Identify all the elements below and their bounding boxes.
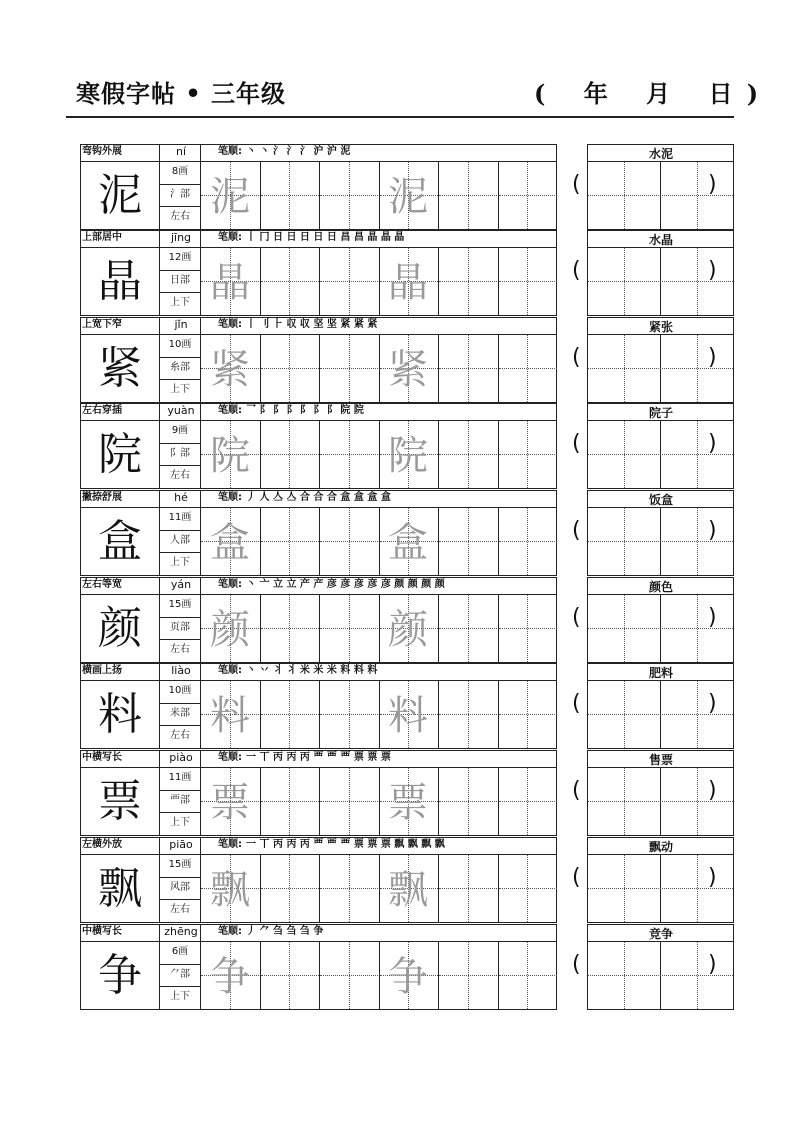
radical: 页部	[170, 622, 190, 633]
practice-cell-guide	[320, 454, 378, 455]
model-character: 泥	[98, 170, 142, 221]
meta-rule	[159, 552, 200, 553]
example-word: 颜色	[648, 580, 673, 594]
example-word: 院子	[648, 406, 673, 420]
year-label: 年	[583, 79, 608, 108]
stroke-count: 15画	[168, 859, 192, 870]
date-field	[534, 74, 758, 109]
trace-character: 颜	[210, 607, 250, 653]
practice-cell-guide	[439, 888, 497, 889]
meta-rule	[159, 986, 200, 987]
model-character: 争	[98, 950, 142, 1001]
practice-cell-guide	[261, 628, 319, 629]
radical: 阝部	[170, 448, 190, 459]
practice-cell-guide	[320, 281, 378, 282]
practice-cell-guide	[320, 628, 378, 629]
practice-cell-guide	[261, 888, 319, 889]
practice-cell-guide	[499, 454, 557, 455]
example-word: 售票	[648, 753, 673, 767]
trace-character: 紧	[388, 347, 428, 393]
date-open-paren: (	[534, 79, 546, 108]
example-word: 竞争	[648, 927, 673, 941]
practice-cell-guide	[439, 628, 497, 629]
practice-cell-guide	[320, 195, 378, 196]
writing-tip: 左横外放	[82, 839, 122, 850]
meta-rule	[159, 357, 200, 358]
stroke-order-sequence: 丿 人 亼 亼 合 合 合 盒 盒 盒 盒	[246, 492, 391, 503]
example-word: 水泥	[648, 147, 673, 161]
close-paren: )	[708, 865, 717, 890]
stroke-order-sequence: 丶 丷 丬 丬 米 米 米 料 料 料	[246, 665, 378, 676]
writing-tip: 左右等宽	[82, 579, 122, 590]
pinyin: piào	[169, 751, 193, 764]
close-paren: )	[708, 691, 717, 716]
model-character: 院	[98, 429, 142, 480]
practice-cell-guide	[261, 454, 319, 455]
meta-rule	[159, 790, 200, 791]
stroke-order	[218, 925, 323, 939]
trace-character: 泥	[388, 174, 428, 220]
practice-cell-guide	[499, 541, 557, 542]
stroke-order-label: 笔顺:	[218, 665, 242, 676]
header-divider	[66, 116, 734, 118]
structure: 上下	[170, 991, 190, 1002]
practice-cell-guide	[499, 281, 557, 282]
practice-cell-guide	[320, 368, 378, 369]
open-paren: (	[572, 172, 581, 197]
day-label: 日	[708, 79, 733, 108]
practice-cell-guide	[261, 368, 319, 369]
stroke-order-sequence: 丨 刂 ⺊ 収 収 坚 坚 紧 紧 紧	[246, 319, 378, 330]
stroke-order	[218, 491, 391, 505]
stroke-order-label: 笔顺:	[218, 232, 242, 243]
practice-cell-guide	[261, 281, 319, 282]
open-paren: (	[572, 865, 581, 890]
stroke-order-sequence: 丿 ⺈ 刍 刍 刍 争	[246, 926, 324, 937]
practice-cell-guide	[320, 975, 378, 976]
stroke-order	[218, 231, 404, 245]
pinyin: liào	[171, 664, 191, 677]
structure: 左右	[170, 211, 190, 222]
stroke-order-label: 笔顺:	[218, 926, 242, 937]
stroke-order-sequence: 一 丅 丙 丙 丙 覀 覀 覀 票 票 票 飘 飘 飘 飘	[246, 839, 445, 850]
writing-tip: 撇捺舒展	[82, 492, 122, 503]
writing-tip: 中横写长	[82, 926, 122, 937]
example-word: 肥料	[648, 666, 673, 680]
meta-rule	[159, 964, 200, 965]
character-entry	[80, 837, 734, 923]
radical: 覀部	[170, 795, 190, 806]
meta-rule	[159, 617, 200, 618]
writing-tip: 横画上扬	[82, 665, 122, 676]
stroke-count: 11画	[168, 772, 192, 783]
practice-cell-guide	[320, 714, 378, 715]
practice-cell-guide	[499, 714, 557, 715]
pinyin: zhēng	[164, 925, 198, 938]
open-paren: (	[572, 691, 581, 716]
open-paren: (	[572, 258, 581, 283]
stroke-order-sequence: 一 丅 丙 丙 丙 覀 覀 覀 票 票 票	[246, 752, 391, 763]
pinyin: yuàn	[167, 404, 195, 417]
meta-rule	[159, 877, 200, 878]
close-paren: )	[708, 952, 717, 977]
trace-character: 颜	[388, 607, 428, 653]
stroke-count: 6画	[171, 946, 189, 957]
stroke-order-label: 笔顺:	[218, 319, 242, 330]
trace-character: 盒	[388, 520, 428, 566]
practice-cell-guide	[499, 368, 557, 369]
pinyin: ní	[175, 145, 187, 158]
date-close-paren: )	[746, 79, 759, 108]
close-paren: )	[708, 778, 717, 803]
character-entry	[80, 317, 734, 403]
close-paren: )	[708, 345, 717, 370]
meta-rule	[159, 639, 200, 640]
character-entry	[80, 577, 734, 663]
trace-character: 料	[210, 693, 250, 739]
model-character: 料	[98, 689, 142, 740]
trace-character: 紧	[210, 347, 250, 393]
open-paren: (	[572, 778, 581, 803]
stroke-order-sequence: 丨 冂 日 日 日 日 日 昌 昌 晶 晶 晶	[246, 232, 405, 243]
example-word: 水晶	[648, 233, 673, 247]
close-paren: )	[708, 605, 717, 630]
open-paren: (	[572, 518, 581, 543]
trace-character: 争	[210, 954, 250, 1000]
writing-tip: 中横写长	[82, 752, 122, 763]
character-entry	[80, 144, 734, 230]
meta-rule	[159, 812, 200, 813]
stroke-order	[218, 664, 377, 678]
practice-cell-guide	[320, 801, 378, 802]
radical: 糸部	[170, 362, 190, 373]
stroke-order	[218, 838, 445, 852]
practice-cell-guide	[439, 714, 497, 715]
pinyin: piāo	[169, 838, 193, 851]
model-character: 票	[98, 776, 142, 827]
example-word: 饭盒	[648, 493, 673, 507]
structure: 左右	[170, 470, 190, 481]
structure: 上下	[170, 817, 190, 828]
stroke-count: 8画	[171, 166, 189, 177]
meta-rule	[159, 899, 200, 900]
trace-character: 院	[388, 433, 428, 479]
stroke-order	[218, 578, 445, 592]
practice-cell-guide	[499, 888, 557, 889]
structure: 上下	[170, 297, 190, 308]
month-label: 月	[646, 79, 671, 108]
trace-character: 飘	[388, 867, 428, 913]
trace-character: 票	[388, 780, 428, 826]
structure: 上下	[170, 384, 190, 395]
radical: 风部	[170, 882, 190, 893]
trace-character: 晶	[210, 260, 250, 306]
radical: ⺈部	[170, 969, 190, 980]
stroke-count: 11画	[168, 512, 192, 523]
radical: 日部	[170, 275, 190, 286]
trace-character: 院	[210, 433, 250, 479]
stroke-count: 15画	[168, 599, 192, 610]
stroke-order-label: 笔顺:	[218, 752, 242, 763]
example-word: 紧张	[648, 320, 673, 334]
structure: 左右	[170, 730, 190, 741]
meta-rule	[159, 206, 200, 207]
radical: 氵部	[170, 189, 190, 200]
stroke-order-label: 笔顺:	[218, 146, 242, 157]
practice-cell-guide	[499, 801, 557, 802]
meta-rule	[159, 465, 200, 466]
open-paren: (	[572, 431, 581, 456]
stroke-order-label: 笔顺:	[218, 839, 242, 850]
practice-cell-guide	[439, 975, 497, 976]
stroke-count: 12画	[168, 252, 192, 263]
model-character: 晶	[98, 256, 142, 307]
character-entry	[80, 490, 734, 576]
close-paren: )	[708, 172, 717, 197]
stroke-order-sequence: ⺂ 阝 阝 阝 阝 阝 阝 院 院	[246, 405, 364, 416]
writing-tip: 上部居中	[82, 232, 122, 243]
trace-character: 料	[388, 693, 428, 739]
close-paren: )	[708, 431, 717, 456]
radical: 米部	[170, 708, 190, 719]
writing-tip: 上宽下窄	[82, 319, 122, 330]
stroke-order-sequence: 丶 亠 立 立 产 产 彦 彦 彦 彦 彦 颜 颜 颜 颜	[246, 579, 445, 590]
structure: 上下	[170, 557, 190, 568]
practice-cell-guide	[320, 541, 378, 542]
radical: 人部	[170, 535, 190, 546]
practice-cell-guide	[439, 195, 497, 196]
character-entry	[80, 403, 734, 489]
meta-rule	[159, 270, 200, 271]
trace-character: 盒	[210, 520, 250, 566]
character-entry	[80, 230, 734, 316]
practice-cell-guide	[261, 541, 319, 542]
stroke-order	[218, 751, 391, 765]
close-paren: )	[708, 258, 717, 283]
pinyin: hé	[174, 491, 188, 504]
stroke-order	[218, 145, 350, 159]
practice-cell-guide	[320, 888, 378, 889]
practice-cell-guide	[439, 454, 497, 455]
open-paren: (	[572, 952, 581, 977]
pinyin: yán	[170, 578, 192, 591]
practice-cell-guide	[499, 195, 557, 196]
practice-cell-guide	[439, 281, 497, 282]
practice-cell-guide	[439, 801, 497, 802]
meta-rule	[159, 725, 200, 726]
stroke-count: 10画	[168, 339, 192, 350]
meta-rule	[159, 530, 200, 531]
character-entry	[80, 663, 734, 749]
model-character: 颜	[98, 603, 142, 654]
trace-character: 票	[210, 780, 250, 826]
practice-cell-guide	[261, 975, 319, 976]
practice-cell-guide	[439, 368, 497, 369]
practice-cell-guide	[261, 195, 319, 196]
meta-rule	[159, 379, 200, 380]
character-entry	[80, 924, 734, 1010]
writing-tip: 左右穿插	[82, 405, 122, 416]
close-paren: )	[708, 518, 717, 543]
structure: 左右	[170, 644, 190, 655]
stroke-order	[218, 318, 377, 332]
stroke-count: 9画	[171, 425, 189, 436]
structure: 左右	[170, 904, 190, 915]
trace-character: 晶	[388, 260, 428, 306]
open-paren: (	[572, 345, 581, 370]
meta-rule	[159, 703, 200, 704]
character-entry	[80, 750, 734, 836]
model-character: 紧	[98, 343, 142, 394]
open-paren: (	[572, 605, 581, 630]
writing-tip: 弯钩外展	[82, 146, 122, 157]
pinyin: jīng	[170, 231, 192, 244]
example-word: 飘动	[648, 840, 673, 854]
meta-rule	[159, 184, 200, 185]
stroke-order-sequence: 丶 丶 氵 氵 氵 沪 沪 泥	[246, 146, 351, 157]
model-character: 盒	[98, 516, 142, 567]
pinyin: jǐn	[174, 318, 188, 331]
stroke-order-label: 笔顺:	[218, 492, 242, 503]
stroke-count: 10画	[168, 685, 192, 696]
practice-cell-guide	[261, 801, 319, 802]
stroke-order-label: 笔顺:	[218, 405, 242, 416]
trace-character: 泥	[210, 174, 250, 220]
meta-rule	[159, 292, 200, 293]
stroke-order-label: 笔顺:	[218, 579, 242, 590]
practice-cell-guide	[499, 628, 557, 629]
stroke-order	[218, 404, 364, 418]
page-title: 寒假字帖 • 三年级	[76, 79, 287, 108]
trace-character: 争	[388, 954, 428, 1000]
trace-character: 飘	[210, 867, 250, 913]
practice-cell-guide	[499, 975, 557, 976]
practice-cell-guide	[439, 541, 497, 542]
meta-rule	[159, 443, 200, 444]
practice-cell-guide	[261, 714, 319, 715]
model-character: 飘	[98, 863, 142, 914]
